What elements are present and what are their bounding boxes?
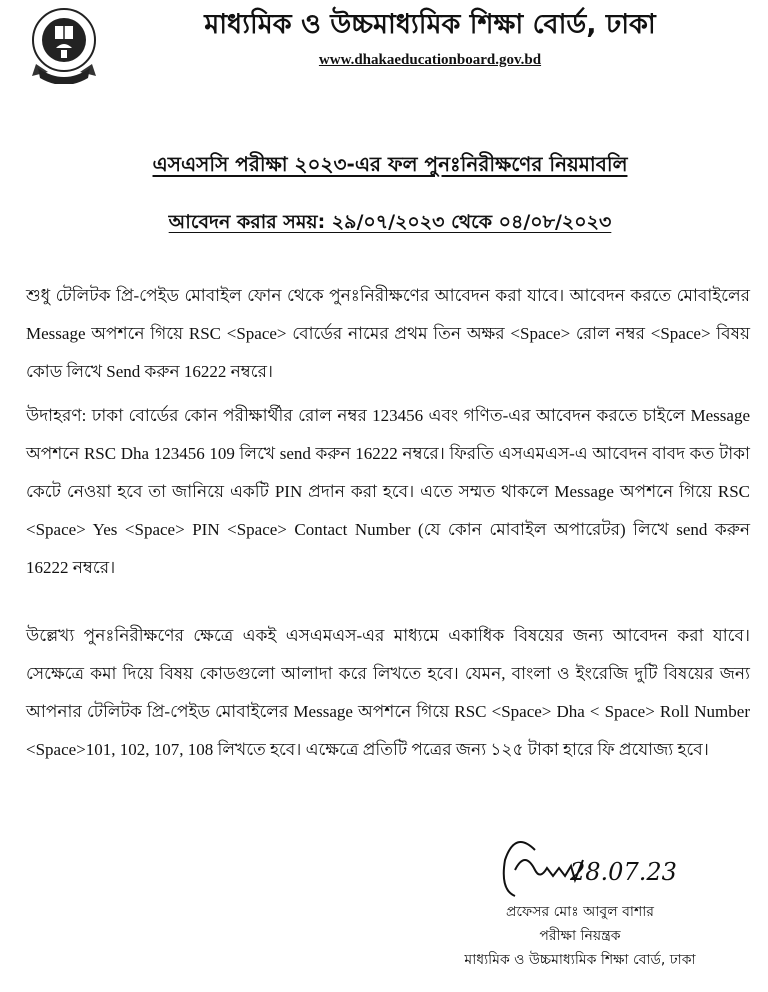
signatory-organization: মাধ্যমিক ও উচ্চমাধ্যমিক শিক্ষা বোর্ড, ঢাকা bbox=[464, 952, 696, 968]
signature-date: 28.07.23 bbox=[570, 858, 677, 886]
board-emblem-logo bbox=[30, 6, 98, 84]
application-period bbox=[60, 208, 720, 240]
instruction-paragraph: শুধু টেলিটক প্রি-পেইড মোবাইল ফোন থেকে পুনঃনিরীক্ষণের আবেদন করা যাবে। আবেদন করতে মোবাইলের Message অপশনে গিয়ে RSC <Space> বোর্ডের নামের প্রথম তিন অক্ষর <Space> রোল নম্বর <Space> বিষয় কোড লিখে Send করুন 16222 নম্বরে। bbox=[26, 286, 750, 381]
note-paragraph: উল্লেখ্য পুনঃনিরীক্ষণের ক্ষেত্রে একই এসএমএস-এর মাধ্যমে একাধিক বিষয়ের জন্য আবেদন করা যাবে। সেক্ষেত্রে কমা দিয়ে বিষয় কোডগুলো আলাদা করে লিখতে হবে। যেমন, বাংলা ও ইংরেজি দুটি বিষয়ের জন্য আপনার টেলিটক প্রি-পেইড মোবাইলের Message অপশনে গিয়ে RSC <Space> Dha < Space> Roll Number <Space>101, 102, 107, 108 লিখতে হবে। এক্ষেত্রে প্রতিটি পত্রের জন্য ১২৫ টাকা হারে ফি প্রযোজ্য হবে। bbox=[26, 626, 750, 759]
signatory-name: প্রফেসর মোঃ আবুল বাশার bbox=[505, 904, 655, 920]
board-name-heading: মাধ্যমিক ও উচ্চমাধ্যমিক শিক্ষা বোর্ড, ঢাকা bbox=[204, 9, 656, 40]
example-paragraph: উদাহরণ: ঢাকা বোর্ডের কোন পরীক্ষার্থীর রোল নম্বর 123456 এবং গণিত-এর আবেদন করতে চাইলে Message অপশনে RSC Dha 123456 109 লিখে send করুন 16222 নম্বরে। ফিরতি এসএমএস-এ আবেদন বাবদ কত টাকা কেটে নেওয়া হবে তা জানিয়ে একটি PIN প্রদান করা হবে। এতে সম্মত থাকলে Message অপশনে গিয়ে RSC <Space> Yes <Space> PIN <Space> Contact Number (যে কোন মোবাইল অপারেটর) লিখে send করুন 16222 নম্বরে। bbox=[26, 406, 750, 577]
signatory-block bbox=[400, 900, 760, 972]
emblem-icon bbox=[30, 6, 98, 84]
document-title bbox=[60, 150, 720, 183]
application-period-text: আবেদন করার সময়: ২৯/০৭/২০২৩ থেকে ০৪/০৮/২০২৩ bbox=[168, 211, 612, 233]
website-url[interactable]: www.dhakaeducationboard.gov.bd bbox=[318, 52, 542, 68]
document-title-text: এসএসসি পরীক্ষা ২০২৩-এর ফল পুনঃনিরীক্ষণের নিয়মাবলি bbox=[152, 152, 628, 176]
website-link[interactable] bbox=[120, 52, 740, 69]
signatory-designation: পরীক্ষা নিয়ন্ত্রক bbox=[539, 928, 621, 944]
